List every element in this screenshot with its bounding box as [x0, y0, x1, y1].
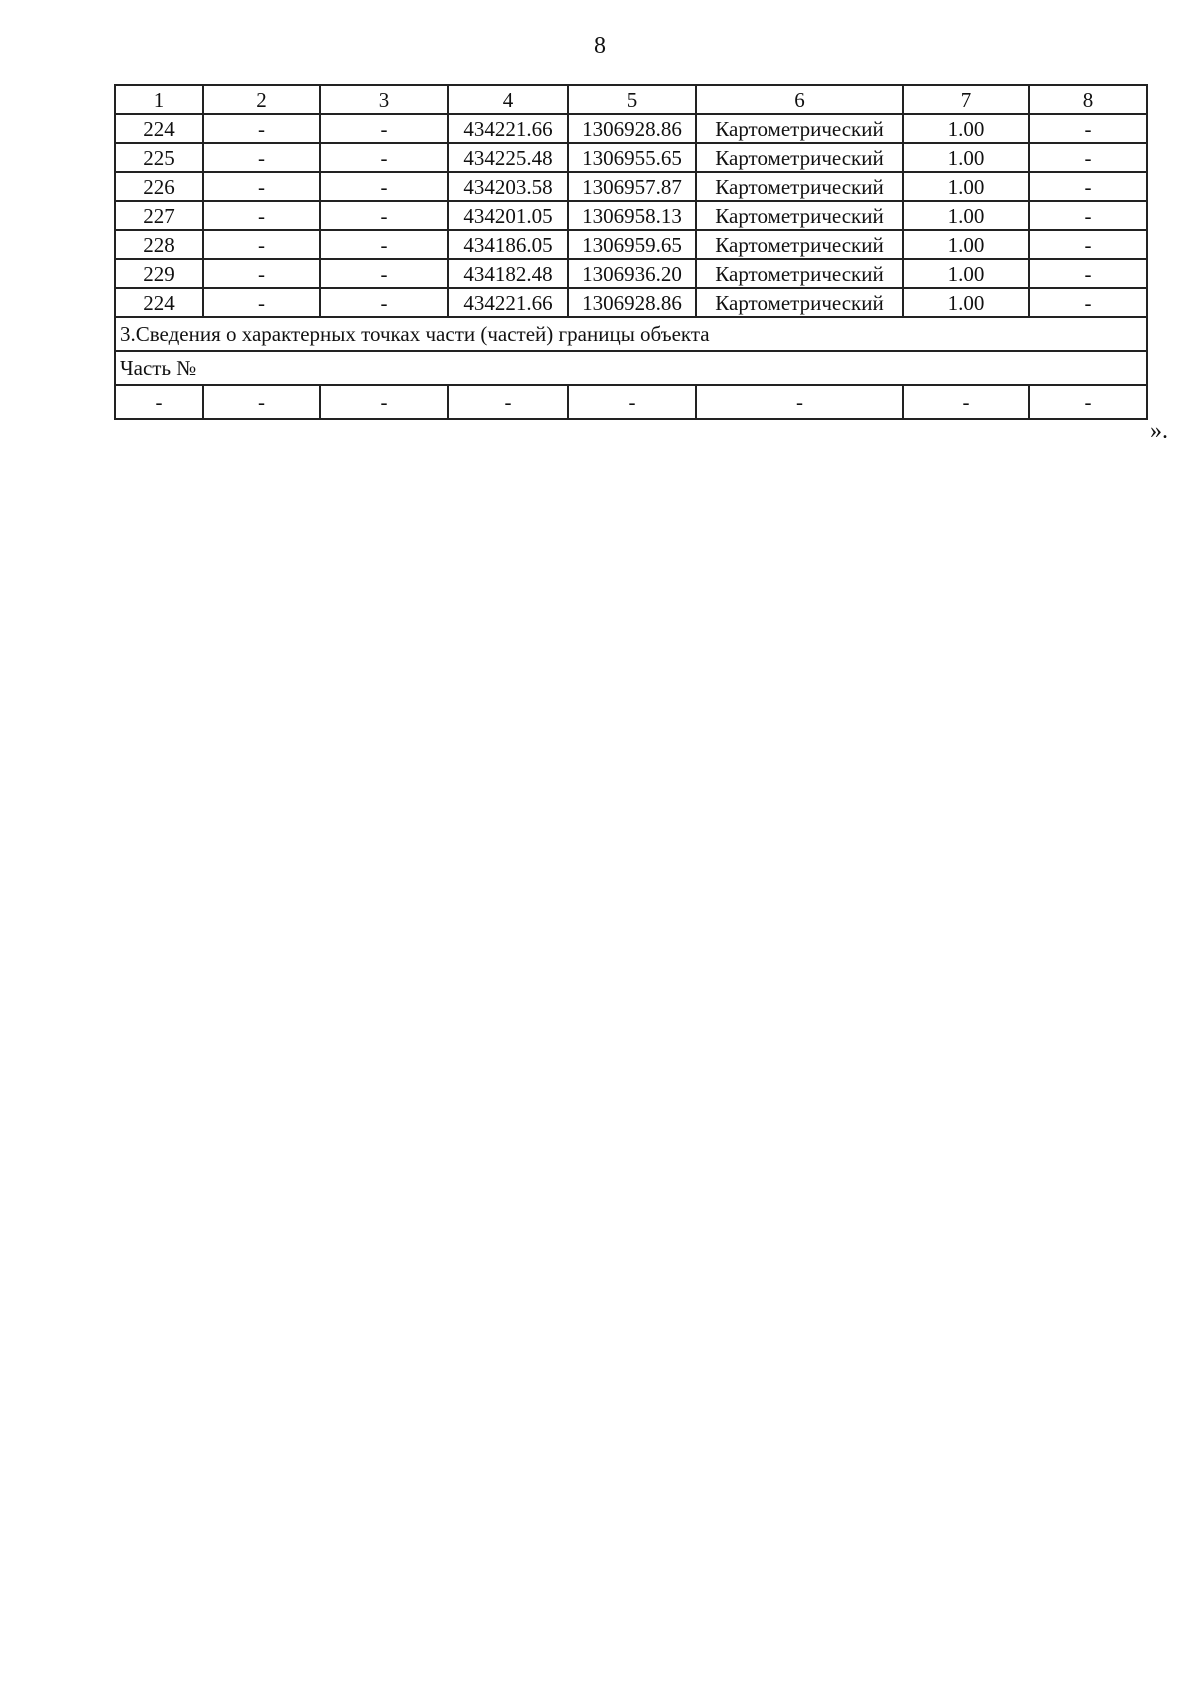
empty-row [115, 385, 1147, 419]
point-number-cell: 229 [115, 259, 203, 288]
table-cell: - [696, 385, 903, 419]
column-header: 1 [115, 85, 203, 114]
accuracy-cell: 1.00 [903, 114, 1029, 143]
x-coordinate-cell: 434182.48 [448, 259, 568, 288]
table-cell: - [320, 114, 448, 143]
method-cell: Картометрический [696, 259, 903, 288]
table-cell: - [203, 230, 320, 259]
table-cell: - [203, 114, 320, 143]
table-cell: - [320, 385, 448, 419]
table-row [115, 288, 1147, 317]
x-coordinate-cell: 434201.05 [448, 201, 568, 230]
point-number-cell: 226 [115, 172, 203, 201]
point-number-cell: 225 [115, 143, 203, 172]
x-coordinate-cell: 434225.48 [448, 143, 568, 172]
y-coordinate-cell: 1306957.87 [568, 172, 696, 201]
table-cell: - [203, 172, 320, 201]
table-cell: - [203, 259, 320, 288]
table-cell: - [115, 385, 203, 419]
table-cell: - [203, 143, 320, 172]
x-coordinate-cell: 434186.05 [448, 230, 568, 259]
part-label: Часть № [115, 351, 1147, 385]
part-label-row [115, 351, 1147, 385]
table-row [115, 230, 1147, 259]
y-coordinate-cell: 1306959.65 [568, 230, 696, 259]
column-header: 8 [1029, 85, 1147, 114]
coordinates-table-container [114, 84, 1146, 420]
table-row [115, 143, 1147, 172]
accuracy-cell: 1.00 [903, 230, 1029, 259]
accuracy-cell: 1.00 [903, 143, 1029, 172]
table-cell: - [1029, 143, 1147, 172]
point-number-cell: 224 [115, 288, 203, 317]
table-cell: - [320, 288, 448, 317]
table-cell: - [568, 385, 696, 419]
table-row [115, 114, 1147, 143]
table-cell: - [203, 385, 320, 419]
method-cell: Картометрический [696, 143, 903, 172]
column-header: 5 [568, 85, 696, 114]
method-cell: Картометрический [696, 288, 903, 317]
x-coordinate-cell: 434221.66 [448, 114, 568, 143]
y-coordinate-cell: 1306936.20 [568, 259, 696, 288]
accuracy-cell: 1.00 [903, 172, 1029, 201]
y-coordinate-cell: 1306955.65 [568, 143, 696, 172]
column-header: 7 [903, 85, 1029, 114]
table-cell: - [320, 172, 448, 201]
accuracy-cell: 1.00 [903, 288, 1029, 317]
column-header: 6 [696, 85, 903, 114]
coordinates-table [114, 84, 1148, 420]
table-cell: - [203, 201, 320, 230]
table-cell: - [320, 230, 448, 259]
column-header-row [115, 85, 1147, 114]
y-coordinate-cell: 1306958.13 [568, 201, 696, 230]
table-cell: - [1029, 172, 1147, 201]
table-cell: - [1029, 288, 1147, 317]
x-coordinate-cell: 434203.58 [448, 172, 568, 201]
table-cell: - [320, 201, 448, 230]
table-row [115, 259, 1147, 288]
table-cell: - [903, 385, 1029, 419]
table-cell: - [320, 143, 448, 172]
table-cell: - [448, 385, 568, 419]
accuracy-cell: 1.00 [903, 259, 1029, 288]
table-cell: - [1029, 201, 1147, 230]
point-number-cell: 228 [115, 230, 203, 259]
column-header: 4 [448, 85, 568, 114]
table-cell: - [1029, 259, 1147, 288]
table-row [115, 172, 1147, 201]
section-heading: 3.Сведения о характерных точках части (частей) границы объекта [115, 317, 1147, 351]
table-cell: - [320, 259, 448, 288]
column-header: 2 [203, 85, 320, 114]
x-coordinate-cell: 434221.66 [448, 288, 568, 317]
closing-quote-mark: ». [1150, 418, 1168, 444]
table-row [115, 201, 1147, 230]
method-cell: Картометрический [696, 172, 903, 201]
table-cell: - [1029, 230, 1147, 259]
table-cell: - [1029, 385, 1147, 419]
section-heading-row [115, 317, 1147, 351]
y-coordinate-cell: 1306928.86 [568, 114, 696, 143]
method-cell: Картометрический [696, 201, 903, 230]
method-cell: Картометрический [696, 114, 903, 143]
method-cell: Картометрический [696, 230, 903, 259]
accuracy-cell: 1.00 [903, 201, 1029, 230]
table-cell: - [1029, 114, 1147, 143]
point-number-cell: 224 [115, 114, 203, 143]
column-header: 3 [320, 85, 448, 114]
table-cell: - [203, 288, 320, 317]
page-number: 8 [594, 33, 606, 59]
point-number-cell: 227 [115, 201, 203, 230]
y-coordinate-cell: 1306928.86 [568, 288, 696, 317]
